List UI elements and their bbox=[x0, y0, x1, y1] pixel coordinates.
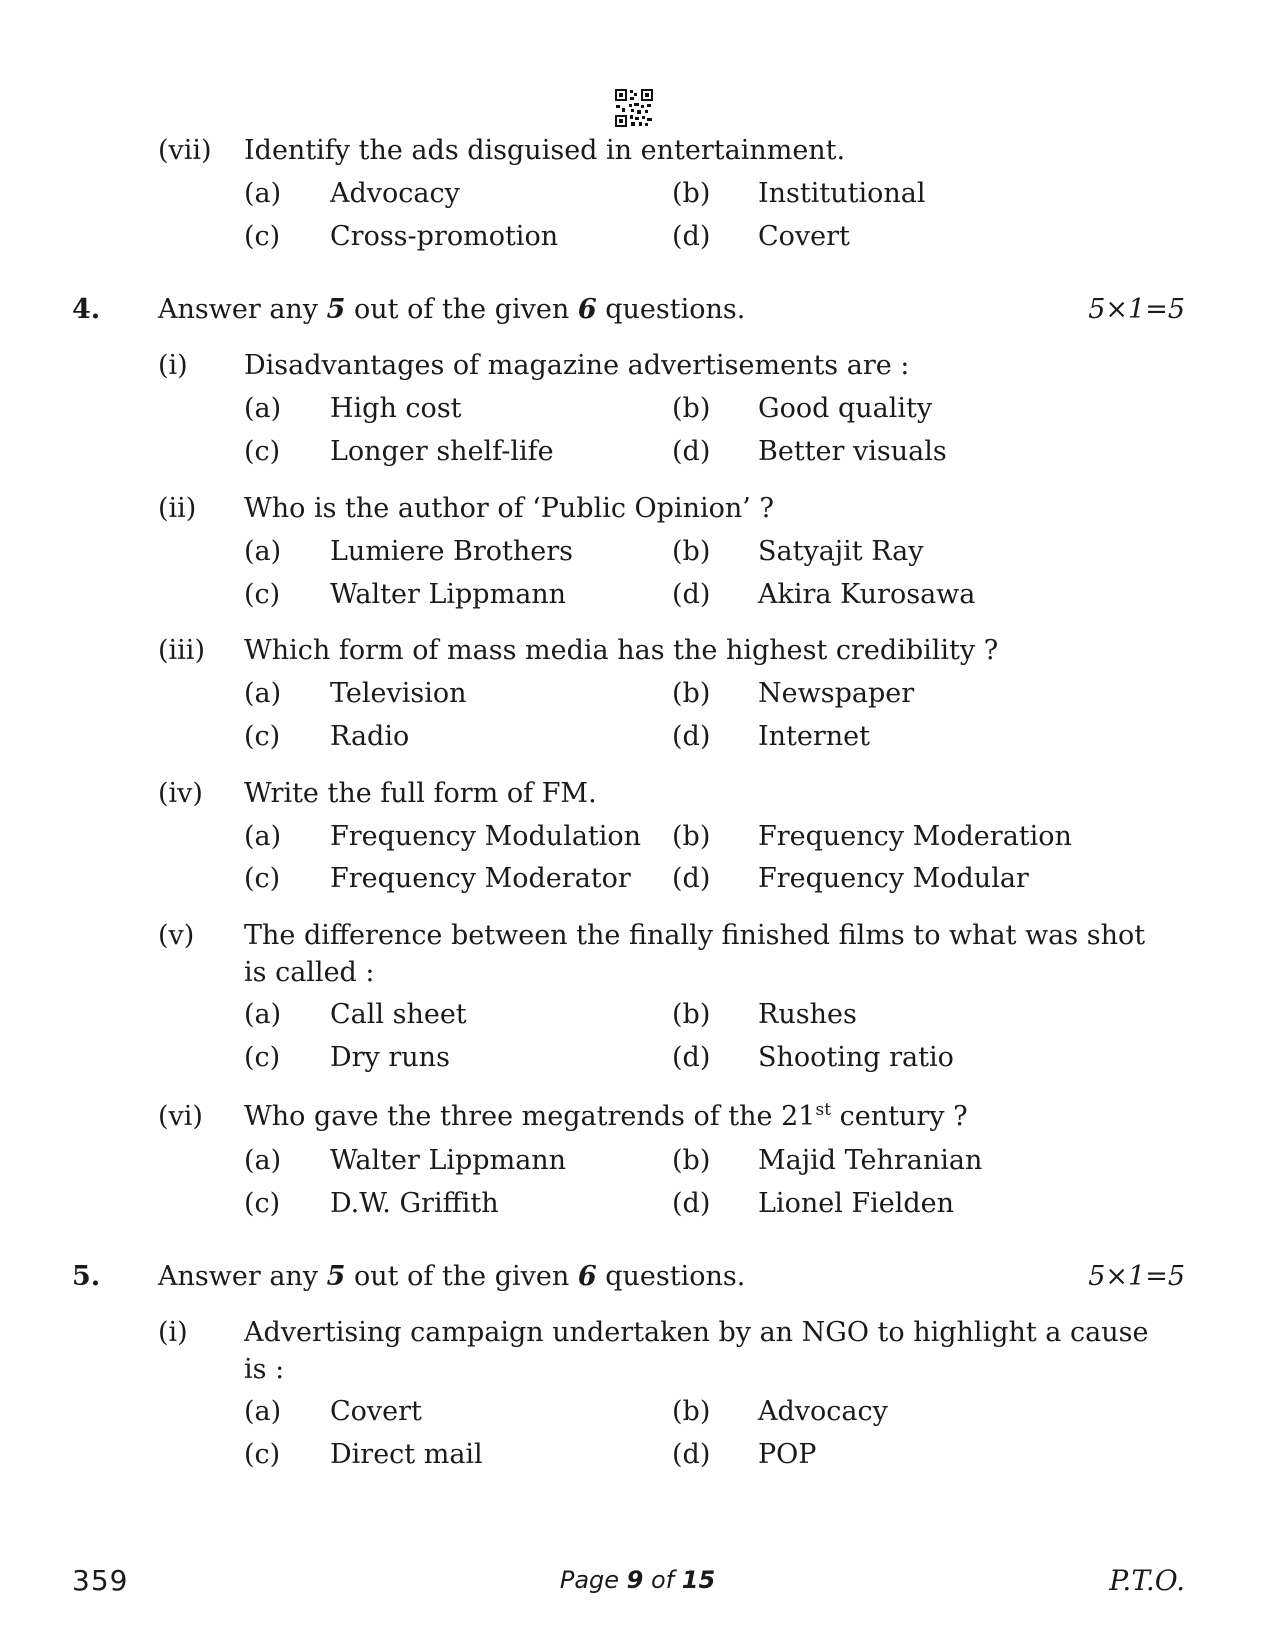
option-text: Internet bbox=[758, 721, 871, 752]
option-text: Television bbox=[330, 678, 467, 709]
option-text: Lionel Fielden bbox=[758, 1188, 955, 1219]
option-label: (a) bbox=[244, 999, 282, 1030]
option-text: Walter Lippmann bbox=[330, 1145, 567, 1176]
option-label: (c) bbox=[244, 579, 281, 610]
option-label: (d) bbox=[672, 221, 711, 252]
option-text: Majid Tehranian bbox=[758, 1145, 983, 1176]
sub-question-label: (i) bbox=[158, 350, 188, 381]
option-label: (d) bbox=[672, 1042, 711, 1073]
option-label: (b) bbox=[672, 536, 711, 567]
option-text: Frequency Moderation bbox=[758, 821, 1072, 852]
sub-question-text: Who is the author of ‘Public Opinion’ ? bbox=[244, 493, 774, 524]
option-label: (a) bbox=[244, 1145, 282, 1176]
option-label: (a) bbox=[244, 821, 282, 852]
sub-question-text: Which form of mass media has the highest credibility ? bbox=[244, 635, 999, 666]
option-text: Shooting ratio bbox=[758, 1042, 954, 1073]
option-text: Frequency Moderator bbox=[330, 863, 631, 894]
option-label: (b) bbox=[672, 393, 711, 424]
option-label: (b) bbox=[672, 678, 711, 709]
option-text: Walter Lippmann bbox=[330, 579, 567, 610]
option-label: (b) bbox=[672, 999, 711, 1030]
sub-question-text-continued: is : bbox=[244, 1354, 285, 1385]
option-label: (d) bbox=[672, 1439, 711, 1470]
pto-label: P.T.O. bbox=[1109, 1564, 1185, 1597]
sub-question-label: (ii) bbox=[158, 493, 197, 524]
option-label: (c) bbox=[244, 721, 281, 752]
sub-question-label: (vi) bbox=[158, 1101, 203, 1132]
option-text: Better visuals bbox=[758, 436, 947, 467]
sub-question-text-continued: is called : bbox=[244, 957, 375, 988]
option-label: (c) bbox=[244, 1042, 281, 1073]
question-instruction: Answer any 5 out of the given 6 questions. bbox=[158, 1261, 746, 1292]
marks-allocation: 5×1=5 bbox=[1088, 294, 1185, 325]
option-label: (d) bbox=[672, 1188, 711, 1219]
option-label: (a) bbox=[244, 536, 282, 567]
option-text: Rushes bbox=[758, 999, 857, 1030]
option-label: (a) bbox=[244, 678, 282, 709]
question-number: 4. bbox=[72, 294, 101, 325]
option-text: Direct mail bbox=[330, 1439, 483, 1470]
option-label: (d) bbox=[672, 436, 711, 467]
sub-question-label: (iii) bbox=[158, 635, 205, 666]
option-text: Advocacy bbox=[330, 178, 460, 209]
qr-code-icon bbox=[614, 88, 654, 128]
option-text: Satyajit Ray bbox=[758, 536, 924, 567]
sub-question-label: (i) bbox=[158, 1317, 188, 1348]
option-text: High cost bbox=[330, 393, 462, 424]
option-label: (a) bbox=[244, 178, 282, 209]
sub-question-text: Disadvantages of magazine advertisements are : bbox=[244, 350, 910, 381]
option-label: (a) bbox=[244, 393, 282, 424]
question-instruction: Answer any 5 out of the given 6 questions. bbox=[158, 294, 746, 325]
option-text: D.W. Griffith bbox=[330, 1188, 499, 1219]
page-number: Page 9 of 15 bbox=[559, 1566, 716, 1594]
sub-question-label: (v) bbox=[158, 920, 195, 951]
option-text: Frequency Modular bbox=[758, 863, 1029, 894]
option-label: (d) bbox=[672, 863, 711, 894]
option-text: Frequency Modulation bbox=[330, 821, 642, 852]
option-label: (b) bbox=[672, 821, 711, 852]
option-label: (d) bbox=[672, 579, 711, 610]
question-number: 5. bbox=[72, 1261, 101, 1292]
option-label: (b) bbox=[672, 1396, 711, 1427]
option-label: (c) bbox=[244, 1439, 281, 1470]
option-text: Institutional bbox=[758, 178, 926, 209]
option-label: (d) bbox=[672, 721, 711, 752]
option-text: Newspaper bbox=[758, 678, 915, 709]
option-text: Advocacy bbox=[758, 1396, 888, 1427]
option-label: (c) bbox=[244, 1188, 281, 1219]
option-label: (b) bbox=[672, 178, 711, 209]
sub-question-text: Write the full form of FM. bbox=[244, 778, 597, 809]
option-label: (c) bbox=[244, 863, 281, 894]
option-label: (a) bbox=[244, 1396, 282, 1427]
option-text: Covert bbox=[758, 221, 850, 252]
sub-question-label: (iv) bbox=[158, 778, 203, 809]
option-text: Longer shelf-life bbox=[330, 436, 554, 467]
option-text: Good quality bbox=[758, 393, 933, 424]
option-label: (b) bbox=[672, 1145, 711, 1176]
option-text: Covert bbox=[330, 1396, 422, 1427]
marks-allocation: 5×1=5 bbox=[1088, 1261, 1185, 1292]
option-label: (c) bbox=[244, 221, 281, 252]
option-label: (c) bbox=[244, 436, 281, 467]
option-text: Cross-promotion bbox=[330, 221, 559, 252]
option-text: Dry runs bbox=[330, 1042, 450, 1073]
sub-question-text: The difference between the finally finished films to what was shot bbox=[244, 920, 1146, 951]
paper-code: 359 bbox=[72, 1564, 129, 1597]
option-text: Akira Kurosawa bbox=[758, 579, 976, 610]
sub-question-text: Who gave the three megatrends of the 21st century ? bbox=[244, 1100, 968, 1132]
sub-question-text: Advertising campaign undertaken by an NGO to highlight a cause bbox=[244, 1317, 1149, 1348]
option-text: POP bbox=[758, 1439, 817, 1470]
option-text: Call sheet bbox=[330, 999, 467, 1030]
option-text: Lumiere Brothers bbox=[330, 536, 573, 567]
sub-question-text: Identify the ads disguised in entertainment. bbox=[244, 135, 846, 166]
option-text: Radio bbox=[330, 721, 410, 752]
sub-question-label: (vii) bbox=[158, 135, 212, 166]
